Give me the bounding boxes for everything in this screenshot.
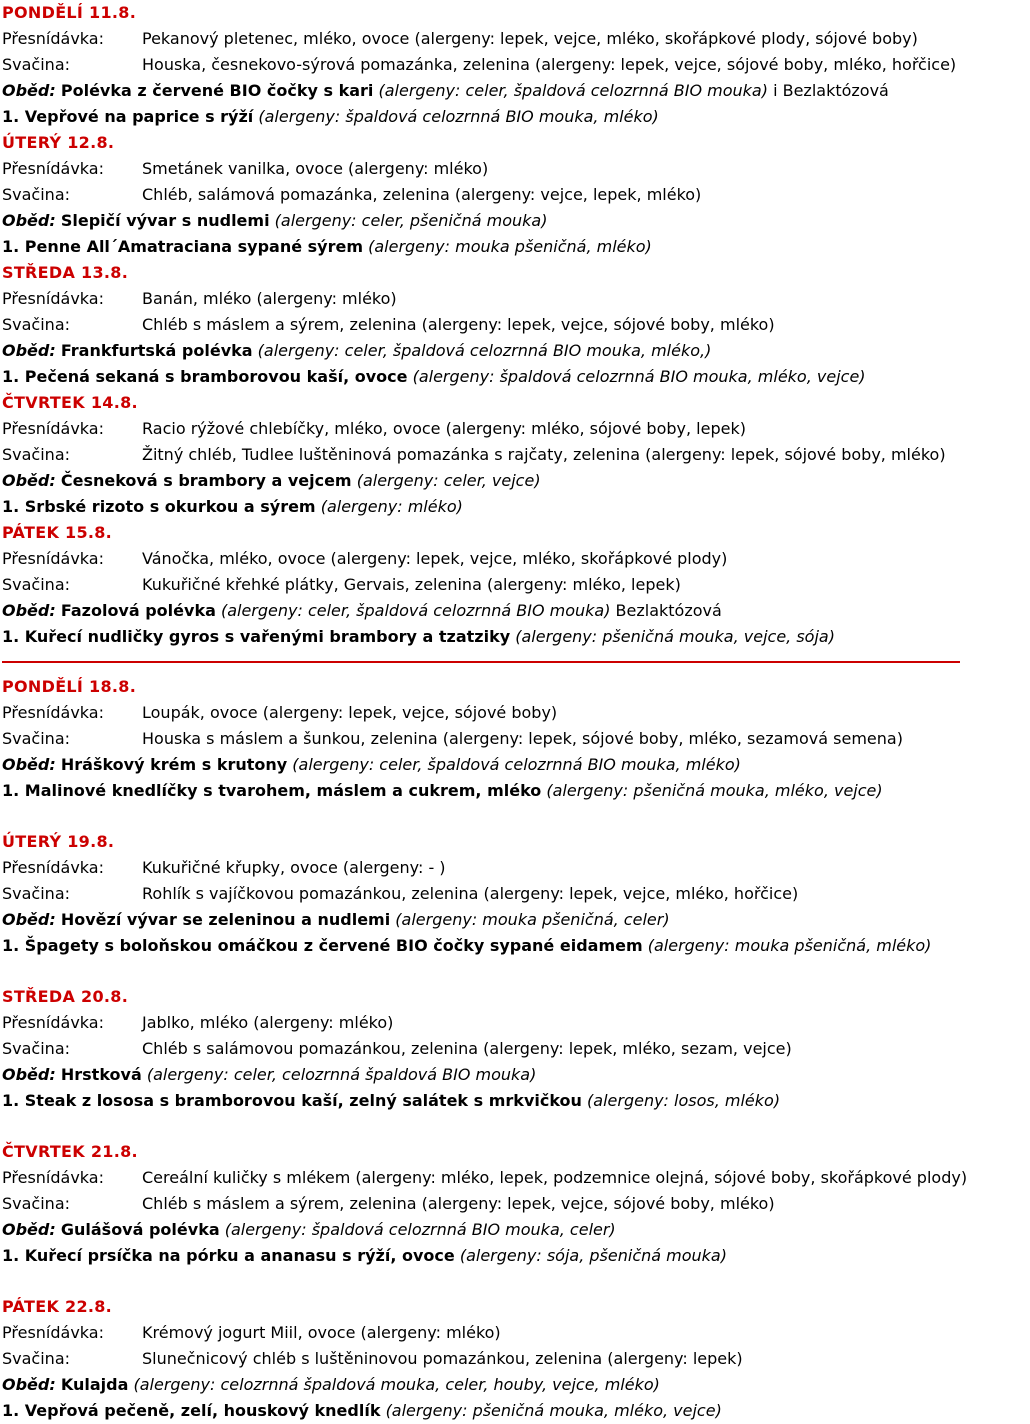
svacina-row: [2, 182, 1028, 208]
svacina-row: [2, 442, 1028, 468]
soup-allergens: (alergeny: celer, špaldová celozrnná BIO mouka, mléko): [292, 755, 741, 774]
obed-label: Oběd:: [2, 211, 56, 230]
main-dish: 1. Vepřová pečeně, zelí, houskový knedlík: [2, 1401, 381, 1420]
svacina-label: Svačina:: [2, 1039, 71, 1058]
obed-row: [2, 1217, 1028, 1243]
presnidavka-label: Přesnídávka:: [2, 289, 104, 308]
obed-row: [2, 907, 1028, 933]
day-wednesday-13-8: [2, 260, 1028, 390]
soup-name: Slepičí vývar s nudlemi: [60, 211, 270, 230]
svacina-text: Chléb, salámová pomazánka, zelenina (alergeny: vejce, lepek, mléko): [142, 185, 702, 204]
svacina-label: Svačina:: [2, 575, 71, 594]
soup-allergens: (alergeny: celozrnná špaldová mouka, celer, houby, vejce, mléko): [133, 1375, 660, 1394]
day-title: ÚTERÝ 12.8.: [2, 133, 115, 152]
main-allergens: (alergeny: špaldová celozrnná BIO mouka, mléko, vejce): [412, 367, 866, 386]
presnidavka-label: Přesnídávka:: [2, 549, 104, 568]
presnidavka-label: Přesnídávka:: [2, 858, 104, 877]
main-dish: 1. Vepřové na paprice s rýží: [2, 107, 254, 126]
soup-allergens: (alergeny: celer, pšeničná mouka): [274, 211, 548, 230]
svacina-label: Svačina:: [2, 1194, 71, 1213]
soup-note: Bezlaktózová: [615, 601, 722, 620]
main-dish: 1. Kuřecí prsíčka na pórku a ananasu s rýží, ovoce: [2, 1246, 455, 1265]
presnidavka-label: Přesnídávka:: [2, 1013, 104, 1032]
presnidavka-text: Cereální kuličky s mlékem (alergeny: mléko, lepek, podzemnice olejná, sójové boby, skořápkové plody): [142, 1168, 968, 1187]
presnidavka-text: Loupák, ovoce (alergeny: lepek, vejce, sójové boby): [142, 703, 558, 722]
soup-name: Frankfurtská polévka: [60, 341, 253, 360]
presnidavka-text: Pekanový pletenec, mléko, ovoce (alergeny: lepek, vejce, mléko, skořápkové plody, sójové boby): [142, 29, 918, 48]
presnidavka-text: Vánočka, mléko, ovoce (alergeny: lepek, vejce, mléko, skořápkové plody): [142, 549, 728, 568]
day-title: ČTVRTEK 21.8.: [2, 1142, 138, 1161]
svacina-label: Svačina:: [2, 315, 71, 334]
obed-label: Oběd:: [2, 601, 56, 620]
day-monday-18-8: [2, 674, 1028, 804]
main-allergens: (alergeny: pšeničná mouka, mléko, vejce): [546, 781, 883, 800]
soup-name: Hovězí vývar se zeleninou a nudlemi: [60, 910, 391, 929]
presnidavka-row: [2, 1010, 1028, 1036]
day-title: STŘEDA 13.8.: [2, 263, 129, 282]
main-dish-row: [2, 104, 1028, 130]
main-dish: 1. Pečená sekaná s bramborovou kaší, ovoce: [2, 367, 408, 386]
day-title: PONDĚLÍ 18.8.: [2, 677, 137, 696]
soup-note: i Bezlaktózová: [773, 81, 889, 100]
obed-label: Oběd:: [2, 1375, 56, 1394]
main-allergens: (alergeny: mléko): [320, 497, 463, 516]
main-dish: 1. Srbské rizoto s okurkou a sýrem: [2, 497, 316, 516]
svacina-text: Kukuřičné křehké plátky, Gervais, zelenina (alergeny: mléko, lepek): [142, 575, 681, 594]
obed-label: Oběd:: [2, 1220, 56, 1239]
svacina-row: [2, 572, 1028, 598]
presnidavka-text: Jablko, mléko (alergeny: mléko): [142, 1013, 394, 1032]
soup-name: Česneková s brambory a vejcem: [60, 471, 352, 490]
svacina-label: Svačina:: [2, 729, 71, 748]
day-title: PÁTEK 15.8.: [2, 523, 113, 542]
presnidavka-text: Racio rýžové chlebíčky, mléko, ovoce (alergeny: mléko, sójové boby, lepek): [142, 419, 746, 438]
soup-name: Hrstková: [60, 1065, 142, 1084]
svacina-text: Houska, česnekovo-sýrová pomazánka, zelenina (alergeny: lepek, vejce, sójové boby, mléko, hořčice): [142, 55, 957, 74]
main-dish-row: [2, 1243, 1028, 1269]
soup-name: Gulášová polévka: [60, 1220, 220, 1239]
main-dish-row: [2, 1398, 1028, 1424]
main-dish: 1. Malinové knedlíčky s tvarohem, máslem a cukrem, mléko: [2, 781, 542, 800]
presnidavka-label: Přesnídávka:: [2, 29, 104, 48]
presnidavka-row: [2, 286, 1028, 312]
obed-row: [2, 752, 1028, 778]
main-dish-row: [2, 234, 1028, 260]
lunch-menu: [2, 0, 1028, 1424]
presnidavka-row: [2, 156, 1028, 182]
soup-allergens: (alergeny: celer, vejce): [356, 471, 541, 490]
day-tuesday-19-8: [2, 829, 1028, 959]
day-title: PONDĚLÍ 11.8.: [2, 3, 137, 22]
day-thursday-21-8: [2, 1139, 1028, 1269]
obed-row: [2, 598, 1028, 624]
obed-label: Oběd:: [2, 910, 56, 929]
svacina-row: [2, 726, 1028, 752]
week-2: [2, 674, 1028, 1424]
day-tuesday-12-8: [2, 130, 1028, 260]
presnidavka-row: [2, 546, 1028, 572]
week-separator-line: [2, 661, 960, 663]
presnidavka-label: Přesnídávka:: [2, 1168, 104, 1187]
svacina-row: [2, 1036, 1028, 1062]
svacina-label: Svačina:: [2, 55, 71, 74]
obed-row: [2, 1062, 1028, 1088]
obed-row: [2, 468, 1028, 494]
obed-row: [2, 338, 1028, 364]
main-dish-row: [2, 624, 1028, 650]
main-dish-row: [2, 1088, 1028, 1114]
presnidavka-label: Přesnídávka:: [2, 159, 104, 178]
presnidavka-label: Přesnídávka:: [2, 419, 104, 438]
presnidavka-row: [2, 416, 1028, 442]
main-allergens: (alergeny: mouka pšeničná, mléko): [368, 237, 652, 256]
svacina-label: Svačina:: [2, 185, 71, 204]
svacina-text: Chléb s máslem a sýrem, zelenina (alergeny: lepek, vejce, sójové boby, mléko): [142, 1194, 775, 1213]
day-friday-22-8: [2, 1294, 1028, 1424]
soup-allergens: (alergeny: celer, špaldová celozrnná BIO mouka): [378, 81, 768, 100]
main-allergens: (alergeny: pšeničná mouka, vejce, sója): [515, 627, 835, 646]
soup-allergens: (alergeny: mouka pšeničná, celer): [395, 910, 670, 929]
main-allergens: (alergeny: sója, pšeničná mouka): [459, 1246, 727, 1265]
svacina-text: Chléb s salámovou pomazánkou, zelenina (alergeny: lepek, mléko, sezam, vejce): [142, 1039, 792, 1058]
obed-label: Oběd:: [2, 81, 56, 100]
main-dish-row: [2, 778, 1028, 804]
presnidavka-row: [2, 1165, 1028, 1191]
main-dish: 1. Penne All´Amatraciana sypané sýrem: [2, 237, 364, 256]
presnidavka-label: Přesnídávka:: [2, 1323, 104, 1342]
main-dish: 1. Steak z lososa s bramborovou kaší, zelný salátek s mrkvičkou: [2, 1091, 582, 1110]
day-title: ČTVRTEK 14.8.: [2, 393, 138, 412]
presnidavka-row: [2, 700, 1028, 726]
svacina-row: [2, 52, 1028, 78]
main-dish: 1. Špagety s boloňskou omáčkou z červené BIO čočky sypané eidamem: [2, 936, 643, 955]
svacina-row: [2, 312, 1028, 338]
main-allergens: (alergeny: pšeničná mouka, mléko, vejce): [385, 1401, 722, 1420]
main-dish-row: [2, 494, 1028, 520]
main-allergens: (alergeny: losos, mléko): [587, 1091, 781, 1110]
svacina-row: [2, 1191, 1028, 1217]
obed-row: [2, 78, 1028, 104]
main-allergens: (alergeny: mouka pšeničná, mléko): [647, 936, 932, 955]
soup-allergens: (alergeny: špaldová celozrnná BIO mouka, celer): [224, 1220, 616, 1239]
main-dish-row: [2, 933, 1028, 959]
svacina-row: [2, 1346, 1028, 1372]
day-title: ÚTERÝ 19.8.: [2, 832, 115, 851]
obed-label: Oběd:: [2, 341, 56, 360]
soup-allergens: (alergeny: celer, celozrnná špaldová BIO mouka): [146, 1065, 537, 1084]
presnidavka-text: Smetánek vanilka, ovoce (alergeny: mléko): [142, 159, 489, 178]
svacina-label: Svačina:: [2, 1349, 71, 1368]
day-title: STŘEDA 20.8.: [2, 987, 129, 1006]
soup-allergens: (alergeny: celer, špaldová celozrnná BIO mouka): [220, 601, 611, 620]
obed-label: Oběd:: [2, 471, 56, 490]
day-friday-15-8: [2, 520, 1028, 650]
main-allergens: (alergeny: špaldová celozrnná BIO mouka, mléko): [258, 107, 659, 126]
main-dish: 1. Kuřecí nudličky gyros s vařenými brambory a tzatziky: [2, 627, 511, 646]
soup-name: Kulajda: [60, 1375, 129, 1394]
obed-label: Oběd:: [2, 755, 56, 774]
day-wednesday-20-8: [2, 984, 1028, 1114]
obed-row: [2, 1372, 1028, 1398]
svacina-text: Houska s máslem a šunkou, zelenina (alergeny: lepek, sójové boby, mléko, sezamová semena): [142, 729, 903, 748]
svacina-label: Svačina:: [2, 884, 71, 903]
svacina-text: Rohlík s vajíčkovou pomazánkou, zelenina (alergeny: lepek, vejce, mléko, hořčice): [142, 884, 799, 903]
presnidavka-text: Kukuřičné křupky, ovoce (alergeny: - ): [142, 858, 446, 877]
svacina-label: Svačina:: [2, 445, 71, 464]
day-title: PÁTEK 22.8.: [2, 1297, 113, 1316]
soup-name: Fazolová polévka: [60, 601, 216, 620]
svacina-row: [2, 881, 1028, 907]
presnidavka-label: Přesnídávka:: [2, 703, 104, 722]
obed-label: Oběd:: [2, 1065, 56, 1084]
presnidavka-row: [2, 1320, 1028, 1346]
presnidavka-text: Banán, mléko (alergeny: mléko): [142, 289, 397, 308]
presnidavka-text: Krémový jogurt Miil, ovoce (alergeny: mléko): [142, 1323, 501, 1342]
main-dish-row: [2, 364, 1028, 390]
obed-row: [2, 208, 1028, 234]
svacina-text: Chléb s máslem a sýrem, zelenina (alergeny: lepek, vejce, sójové boby, mléko): [142, 315, 775, 334]
day-thursday-14-8: [2, 390, 1028, 520]
presnidavka-row: [2, 26, 1028, 52]
soup-name: Hráškový krém s krutony: [60, 755, 288, 774]
soup-allergens: (alergeny: celer, špaldová celozrnná BIO mouka, mléko,): [257, 341, 712, 360]
week-1: [2, 0, 1028, 650]
day-monday-11-8: [2, 0, 1028, 130]
svacina-text: Slunečnicový chléb s luštěninovou pomazánkou, zelenina (alergeny: lepek): [142, 1349, 743, 1368]
svacina-text: Žitný chléb, Tudlee luštěninová pomazánka s rajčaty, zelenina (alergeny: lepek, sójové boby, mléko): [142, 445, 946, 464]
soup-name: Polévka z červené BIO čočky s kari: [60, 81, 374, 100]
presnidavka-row: [2, 855, 1028, 881]
